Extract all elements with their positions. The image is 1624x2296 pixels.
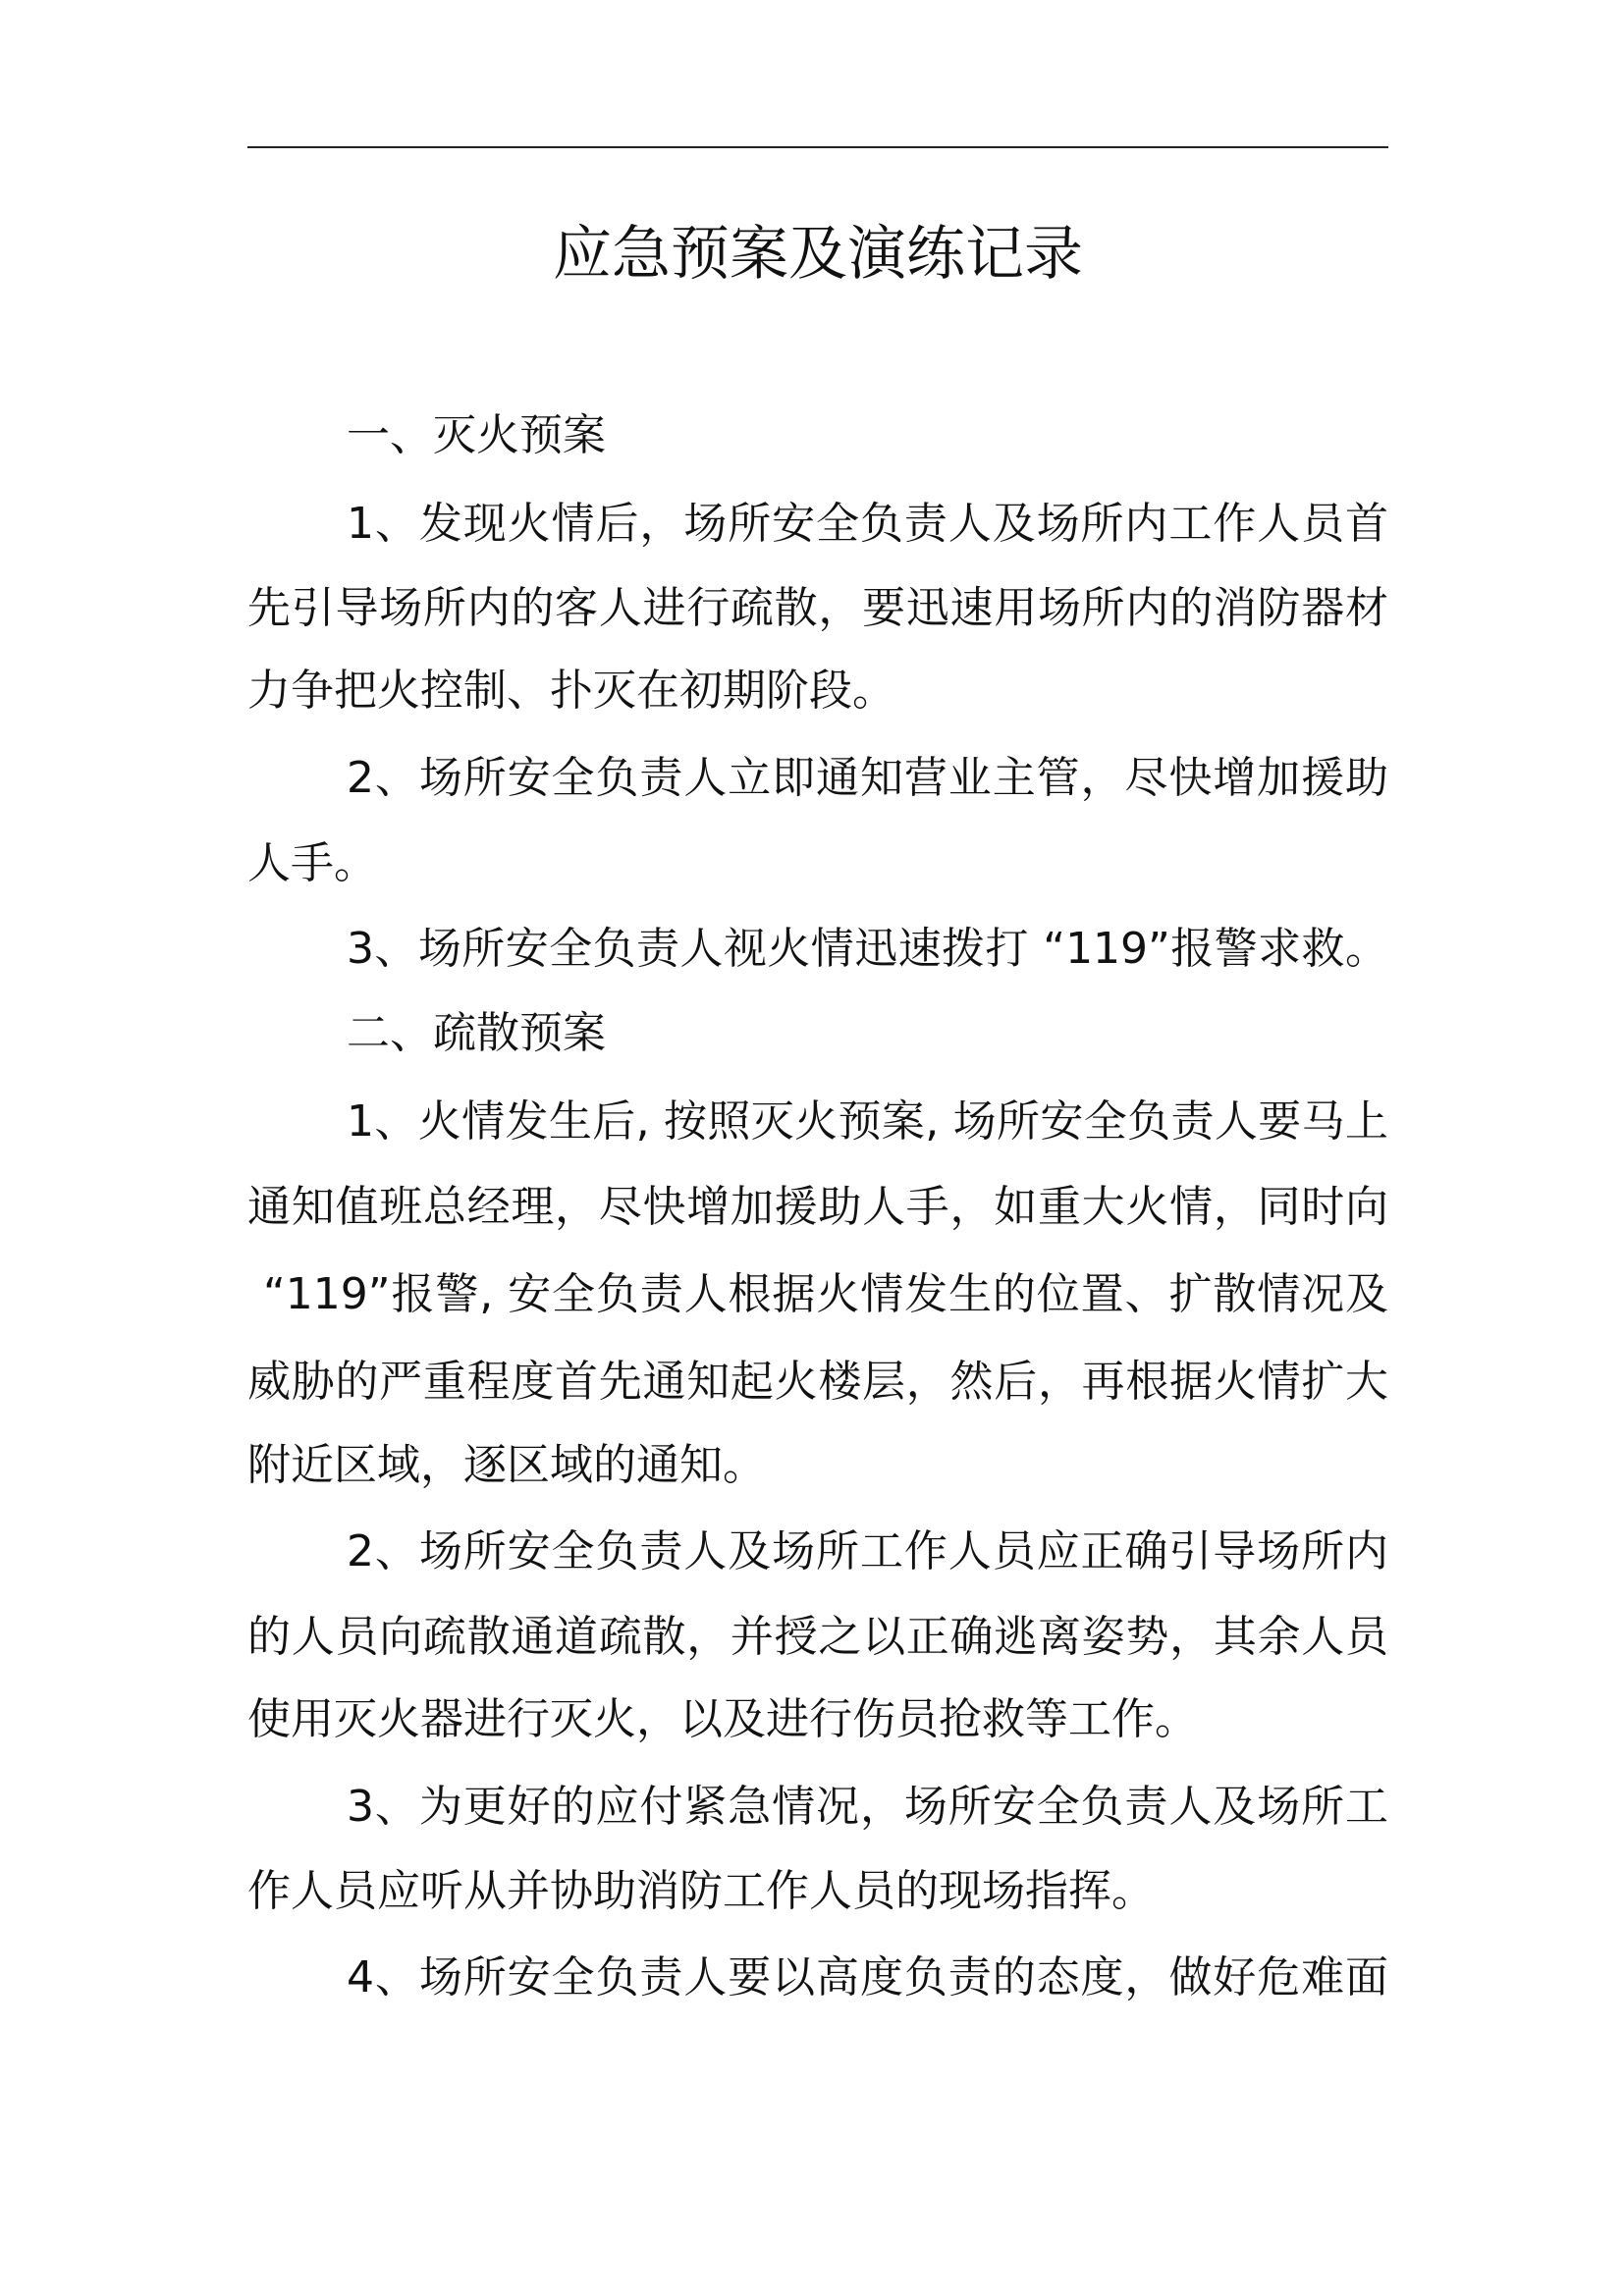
paragraph-line: 附近区域，逐区域的通知。 [247,1440,766,1490]
paragraph-line: 通知值班总经理，尽快增加援助人手，如重大火情，同时向 [247,1182,1388,1232]
paragraph-line: 力争把火控制、扑灭在初期阶段。 [247,666,895,716]
paragraph-line: “119”报警, 安全负责人根据火情发生的位置、扩散情况及 [263,1269,1388,1319]
paragraph-line: 3、场所安全负责人视火情迅速拨打 “119”报警求救。 [347,924,1388,974]
paragraph-line: 4、场所安全负责人要以高度负责的态度，做好危难面 [347,1952,1388,2002]
section-heading: 二、疏散预案 [347,1008,606,1058]
paragraph-line: 先引导场所内的客人进行疏散，要迅速用场所内的消防器材 [247,583,1388,633]
paragraph-line: 1、火情发生后, 按照灭火预案, 场所安全负责人要马上 [347,1096,1388,1147]
paragraph-line: 1、发现火情后，场所安全负责人及场所内工作人员首 [347,499,1388,549]
paragraph-line: 威胁的严重程度首先通知起火楼层，然后，再根据火情扩大 [247,1357,1388,1407]
paragraph-line: 使用灭火器进行灭火，以及进行伤员抢救等工作。 [247,1694,1198,1744]
document-title: 应急预案及演练记录 [553,220,1083,289]
header-rule [247,146,1388,148]
paragraph-line: 的人员向疏散通道疏散，并授之以正确逃离姿势，其余人员 [247,1612,1388,1662]
paragraph-line: 3、为更好的应付紧急情况，场所安全负责人及场所工 [347,1782,1388,1832]
paragraph-line: 作人员应听从并协助消防工作人员的现场指挥。 [247,1866,1155,1916]
paragraph-line: 2、场所安全负责人立即通知营业主管，尽快增加援助 [347,753,1388,803]
section-heading: 一、灭火预案 [347,410,606,460]
paragraph-line: 人手。 [247,838,377,888]
paragraph-line: 2、场所安全负责人及场所工作人员应正确引导场所内 [347,1526,1388,1576]
